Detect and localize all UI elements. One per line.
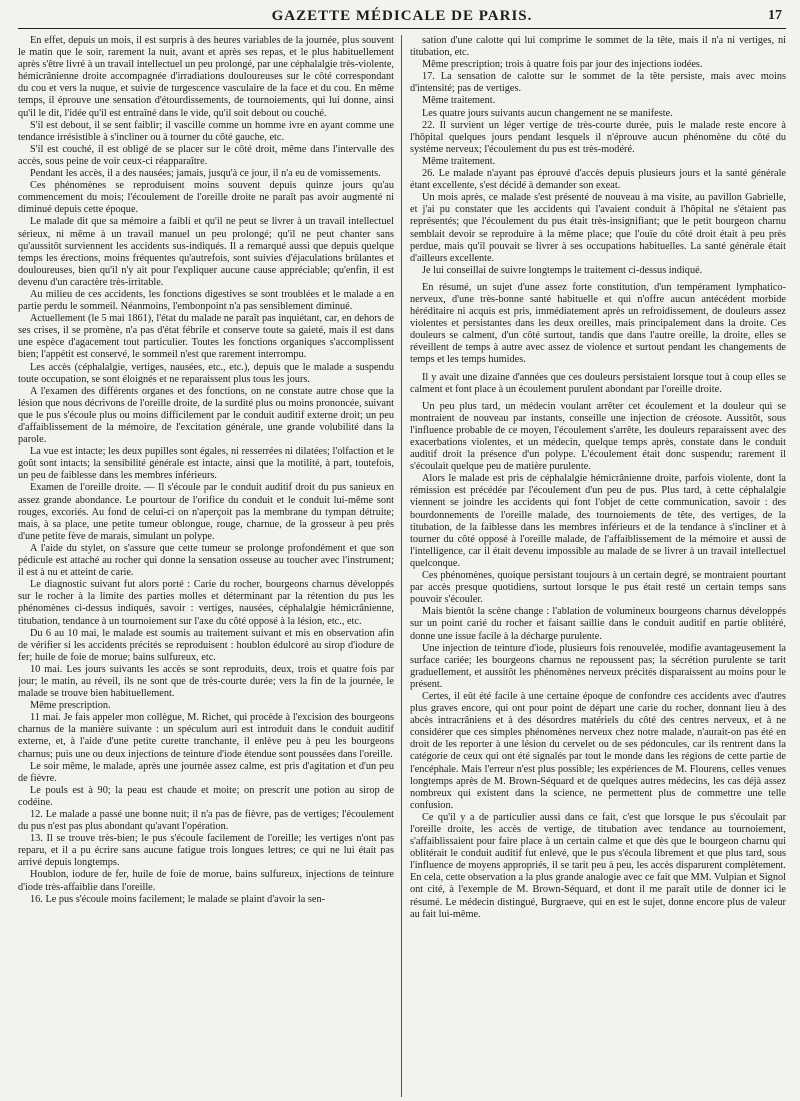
paragraph: Même traitement.	[422, 95, 496, 107]
paragraph: Le pouls est à 90; la peau est chaude et moite; on prescrit une potion au sirop de codéine.	[18, 784, 394, 808]
paragraph: Un mois après, ce malade s'est présenté de nouveau à ma visite, au pavillon Gabrielle, et j'ai pu constater que les accidents qui l'avaient conduit à l'hôpital ne s'étaient pas représentés; que l'écoulement du pus était très-insignifiant; que le petit bourgeon charnu semblait devoir se reproduire à la même place; que l'ouïe du côté droit était à peu près perdue, mais qu'il pouvait se livrer à ses occupations habituelles. La santé générale était d'ailleurs excellente.	[410, 192, 786, 264]
paragraph: Du 6 au 10 mai, le malade est soumis au traitement suivant et mis en observation afin de vérifier si les accidents précités se reproduisent : houblon édulcoré au sirop d'iodure de fer; huile de foie de morue; bains sulfureux, etc.	[18, 627, 394, 663]
paragraph: sation d'une calotte qui lui comprime le sommet de la tête, mais il n'a ni vertiges, ni titubation, etc.	[410, 35, 786, 59]
paragraph: Même traitement.	[422, 155, 496, 167]
paragraph: Certes, il eût été facile à une certaine époque de confondre ces accidents avec d'autres plus graves encore, qui ont pour point de départ une carie du rocher, donnant lieu à des abcès intracrâniens et à des désordres matériels du côté des centres nerveux, et à ne considérer que ces simples phénomènes nerveux chez notre malade, n'aurait-on pas été en droit de les reporter à une lésion du cervelet ou de ses pédoncules, car ils rentrent dans la catégorie de ceux qui ont été signalés par tout le monde dans les régions de cette partie de l'encéphale. Mais l'erreur n'est plus possible; les expériences de M. Flourens, celles venues longtemps après de M. Brown-Séquard et de quelques autres médecins, les cas déjà assez nombreux qui existent dans la science, ne permettent plus de commettre une telle confusion.	[410, 690, 786, 811]
paragraph: Le soir même, le malade, après une journée assez calme, est pris d'agitation et d'un peu de fièvre.	[18, 760, 394, 784]
paragraph: 12. Le malade a passé une bonne nuit; il n'a pas de fièvre, pas de vertiges; l'écoulement du pus n'est pas plus abondant qu'avant l'opération.	[18, 809, 394, 833]
paragraph: Pendant les accès, il a des nausées; jamais, jusqu'à ce jour, il n'a eu de vomissements.	[30, 168, 381, 180]
paragraph: Houblon, iodure de fer, huile de foie de morue, bains sulfureux, injections de teinture d'iode très-affaiblie dans l'oreille.	[18, 869, 394, 893]
paragraph: 26. Le malade n'ayant pas éprouvé d'accès depuis plusieurs jours et la santé générale étant excellente, s'est décidé à demander son exeat.	[410, 168, 786, 192]
paragraph: A l'examen des différents organes et des fonctions, on ne constate autre chose que la lésion que nous décrivons de l'oreille droite, de la surdité plus ou moins prononcée, suivant que le pus s'écoule plus ou moins difficilement par le conduit auditif externe droit; un peu d'affaiblissement de la mémoire, de l'excitation générale, une grande volubilité dans la parole.	[18, 385, 394, 446]
right-column	[402, 35, 786, 1097]
paragraph: Même prescription; trois à quatre fois par jour des injections iodées.	[422, 59, 703, 71]
page-number: 17	[768, 8, 782, 23]
paragraph: Alors le malade est pris de céphalalgie hémicrânienne droite, parfois violente, dont la rémission est précédée par l'écoulement d'un peu de pus. Plus tard, à cette céphalalgie viennent se joindre les accidents qui font l'objet de cette communication, savoir : des bourdonnements de l'oreille malade, des tournoiements de tête, des vertiges, de la titubation, de la faiblesse dans les membres inférieurs et de la tendance à s'incliner et à tourner du côté opposé à l'oreille malade, de l'affaiblissement de la mémoire et aussi de l'intelligence, car il était devenu impossible au malade de se livrer à un travail intellectuel quelconque.	[410, 473, 786, 569]
paragraph: Les quatre jours suivants aucun changement ne se manifeste.	[422, 107, 673, 119]
paragraph: 10 mai. Les jours suivants les accès se sont reproduits, deux, trois et quatre fois par jour; le matin, au réveil, ils ne sont que de très-courte durée; vers la fin de la journée, le malade se trouve bien habituellement.	[18, 663, 394, 700]
paragraph: 11 mai. Je fais appeler mon collègue, M. Richet, qui procède à l'excision des bourgeons charnus de la manière suivante : un spéculum auri est introduit dans le conduit auditif externe, et, à l'aide d'une petite curette tranchante, il enlève peu à peu les bourgeons charnus; puis une ou deux injections de teinture d'iode étendue sont poussées dans l'oreille.	[18, 712, 394, 760]
paragraph: En effet, depuis un mois, il est surpris à des heures variables de la journée, plus souvent le matin que le soir, rarement la nuit, avant et après ses repas, et le plus habituellement après s'être livré à un travail intellectuel un peu prolongé, par une céphalalgie très-violente, hémicrânienne droite accompagnée d'irradiations douloureuses sur le côté correspondant du cou et vers la nuque, et suivie de turgescence vasculaire de la face et du cou. En même temps, il éprouve une sensation d'étourdissements, de tournoiements, qui lui donne, ainsi qu'il le dit, l'idée qu'il est entraîné dans le vide, qu'il soit debout ou couché.	[18, 35, 394, 119]
paragraph: Il y avait une dizaine d'années que ces douleurs persistaient lorsque tout à coup elles se calment et font place à un écoulement purulent abondant par l'oreille droite.	[410, 371, 786, 395]
paragraph: Au milieu de ces accidents, les fonctions digestives se sont troublées et le malade a en partie perdu le sommeil. Néanmoins, l'embonpoint n'a pas sensiblement diminué.	[18, 288, 394, 313]
paragraph: Le diagnostic suivant fut alors porté : Carie du rocher, bourgeons charnus développés sur le rocher à la limite des parties molles et déterminant par la rétention du pus les phénomènes ci-dessus indiqués, savoir : vertiges, nausées, céphalalgie hémicrânienne, titubation, tendance à un tournoiement sur l'axe du côté opposé à la lésion, etc., etc.	[18, 579, 394, 627]
journal-title: GAZETTE MÉDICALE DE PARIS.	[271, 8, 533, 24]
paragraph: 22. Il survient un léger vertige de très-courte durée, puis le malade reste encore à l'hôpital quelques jours pendant lesquels il n'éprouve aucun phénomène du côté du système nerveux; l'écoulement du pus est très-modéré.	[410, 119, 786, 155]
paragraph: Ces phénomènes se reproduisent moins souvent depuis quinze jours qu'au commencement du mois; l'écoulement de l'oreille droite ne paraît pas avoir augmenté ni diminué depuis cette époque.	[18, 180, 394, 216]
paragraph: Un peu plus tard, un médecin voulant arrêter cet écoulement et la douleur qui se montraient de nouveau par instants, conseille une injection de créosote. Aussitôt, sous l'influence probable de ce moyen, l'écoulement s'arrête, les douleurs reparaissent avec des exacerbations violentes, et un médecin, quelque temps après, constate dans le conduit auditif droit la présence d'un polype. L'écoulement était donc suspendu; rarement il s'écoulait quelque peu de matière purulente.	[410, 400, 786, 473]
paragraph: Ce qu'il y a de particulier aussi dans ce fait, c'est que lorsque le pus s'écoulait par l'oreille droite, les accès de vertige, de titubation avec tendance au tournoiement, s'affaiblissaient pour faire place à un certain calme et que dès que le bourgeon charnu qui oblitérait le conduit auditif fut enlevé, que le pus s'écoula librement et que plus tard, sous l'influence de moyens appropriés, il se tarit peu à peu, les accès disparurent complètement. En cela, cette observation a la plus grande analogie avec ce fait que MM. Vulpian et Signol ont cité, à l'exemple de M. Brown-Séquard, et dont il me paraît utile de donner ici le résumé. Le médecin distingué, Burgraeve, qui en est le sujet, donne encore plus de valeur au fait lui-même.	[410, 811, 786, 920]
paragraph: Actuellement (le 5 mai 1861), l'état du malade ne paraît pas inquiétant, car, en dehors de ses crises, il se promène, n'a pas d'état fébrile et conserve toute sa gaieté, mais il est dans une espèce d'agacement tout particulier. Toutes les fonctions organiques s'accomplissent bien; l'appétit est conservé, le sommeil n'est que rarement interrompu.	[18, 313, 394, 361]
paragraph: Ces phénomènes, quoique persistant toujours à un certain degré, se montraient pourtant par accès presque quotidiens, surtout lorsque le pus était resté un certain temps sans pouvoir s'écouler.	[410, 570, 786, 606]
page-header	[18, 6, 786, 29]
paragraph: 13. Il se trouve très-bien; le pus s'écoule facilement de l'oreille; les vertiges n'ont pas reparu, et il a pu écrire sans aucune fatigue trois longues lettres; ce qui ne lui était pas arrivé depuis longtemps.	[18, 833, 394, 869]
paragraph: En résumé, un sujet d'une assez forte constitution, d'un tempérament lymphatico-nerveux, d'une très-bonne santé habituelle et qui n'offre aucun antécédent morbide héréditaire ni acquis est pris, immédiatement après un refroidissement, de douleurs assez violentes et persistantes dans les deux oreilles, mais principalement dans la droite. Ces douleurs se calment, d'un côté surtout, tandis que dans l'autre oreille, la droite, elles se réveillent de temps à autre avec assez de violence et surtout pendant les changements de temps et les temps humides.	[410, 281, 786, 366]
paragraph: S'il est couché, il est obligé de se placer sur le côté droit, même dans l'intervalle des accès, sous peine de voir ceux-ci réapparaître.	[18, 143, 394, 167]
left-column	[18, 35, 402, 1097]
paragraph: Mais bientôt la scène change : l'ablation de volumineux bourgeons charnus développés sur un point carié du rocher et faisant saillie dans le conduit auditif en partie oblitéré, donne une issue facile à la décharge purulente.	[410, 606, 786, 642]
paragraph: Le malade dit que sa mémoire a faibli et qu'il ne peut se livrer à un travail intellectuel sérieux, ni même à un travail manuel un peu prolongé; qu'il ne peut chanter sans qu'aussitôt surviennent les accidents sus-indiqués. Il a remarqué aussi que depuis quelque temps les érections, moins fréquentes qu'autrefois, sont suivies d'éjaculations brûlantes et douloureuses, bien qu'il n'y ait pour l'expliquer aucune cause appréciable; qu'enfin, il est devenu d'un caractère très-irritable.	[18, 216, 394, 288]
paragraph: A l'aide du stylet, on s'assure que cette tumeur se prolonge profondément et que son pédicule est attaché au rocher qui donne la sensation osseuse au toucher avec l'instrument; il est à nu et atteint de carie.	[18, 542, 394, 579]
paragraph: Même prescription.	[30, 700, 111, 712]
paragraph: Je lui conseillai de suivre longtemps le traitement ci-dessus indiqué.	[422, 264, 703, 276]
paragraph: Une injection de teinture d'iode, plusieurs fois renouvelée, modifie avantageusement la surface cariée; les bourgeons charnus ne repoussent pas; la sécrétion purulente se tarit graduellement, et aussitôt les phénomènes nerveux précités disparaissent au moins pour le présent.	[410, 642, 786, 690]
paragraph: 17. La sensation de calotte sur le sommet de la tête persiste, mais avec moins d'intensité; pas de vertiges.	[410, 71, 786, 95]
paragraph: Les accès (céphalalgie, vertiges, nausées, etc., etc.), depuis que le malade a suspendu toute occupation, se sont éloignés et ne reparaissent plus tous les jours.	[18, 361, 394, 385]
paragraph: Examen de l'oreille droite. — Il s'écoule par le conduit auditif droit du pus sanieux en assez grande abondance. Le pourtour de l'orifice du conduit et le conduit lui-même sont rouges, excoriés. Au fond de celui-ci on n'aperçoit pas la membrane du tympan détruite; mais, à sa place, une petite tumeur oblongue, rouge, charnue, de la grosseur à peu près d'une petite fève de marais, simulant un polype.	[18, 482, 394, 542]
paragraph: S'il est debout, il se sent faiblir; il vascille comme un homme ivre en ayant comme une tendance irrésistible à s'incliner ou à tourner du côté gauche, etc.	[18, 119, 394, 143]
paragraph: 16. Le pus s'écoule moins facilement; le malade se plaint d'avoir la sen-	[30, 893, 326, 905]
paragraph: La vue est intacte; les deux pupilles sont égales, ni resserrées ni dilatées; l'olfaction et le goût sont intacts; la sensibilité générale est intacte, ainsi que la motilité, à part, toutefois, un peu de faiblesse dans les membres inférieurs.	[18, 446, 394, 482]
text-columns	[18, 35, 786, 1101]
